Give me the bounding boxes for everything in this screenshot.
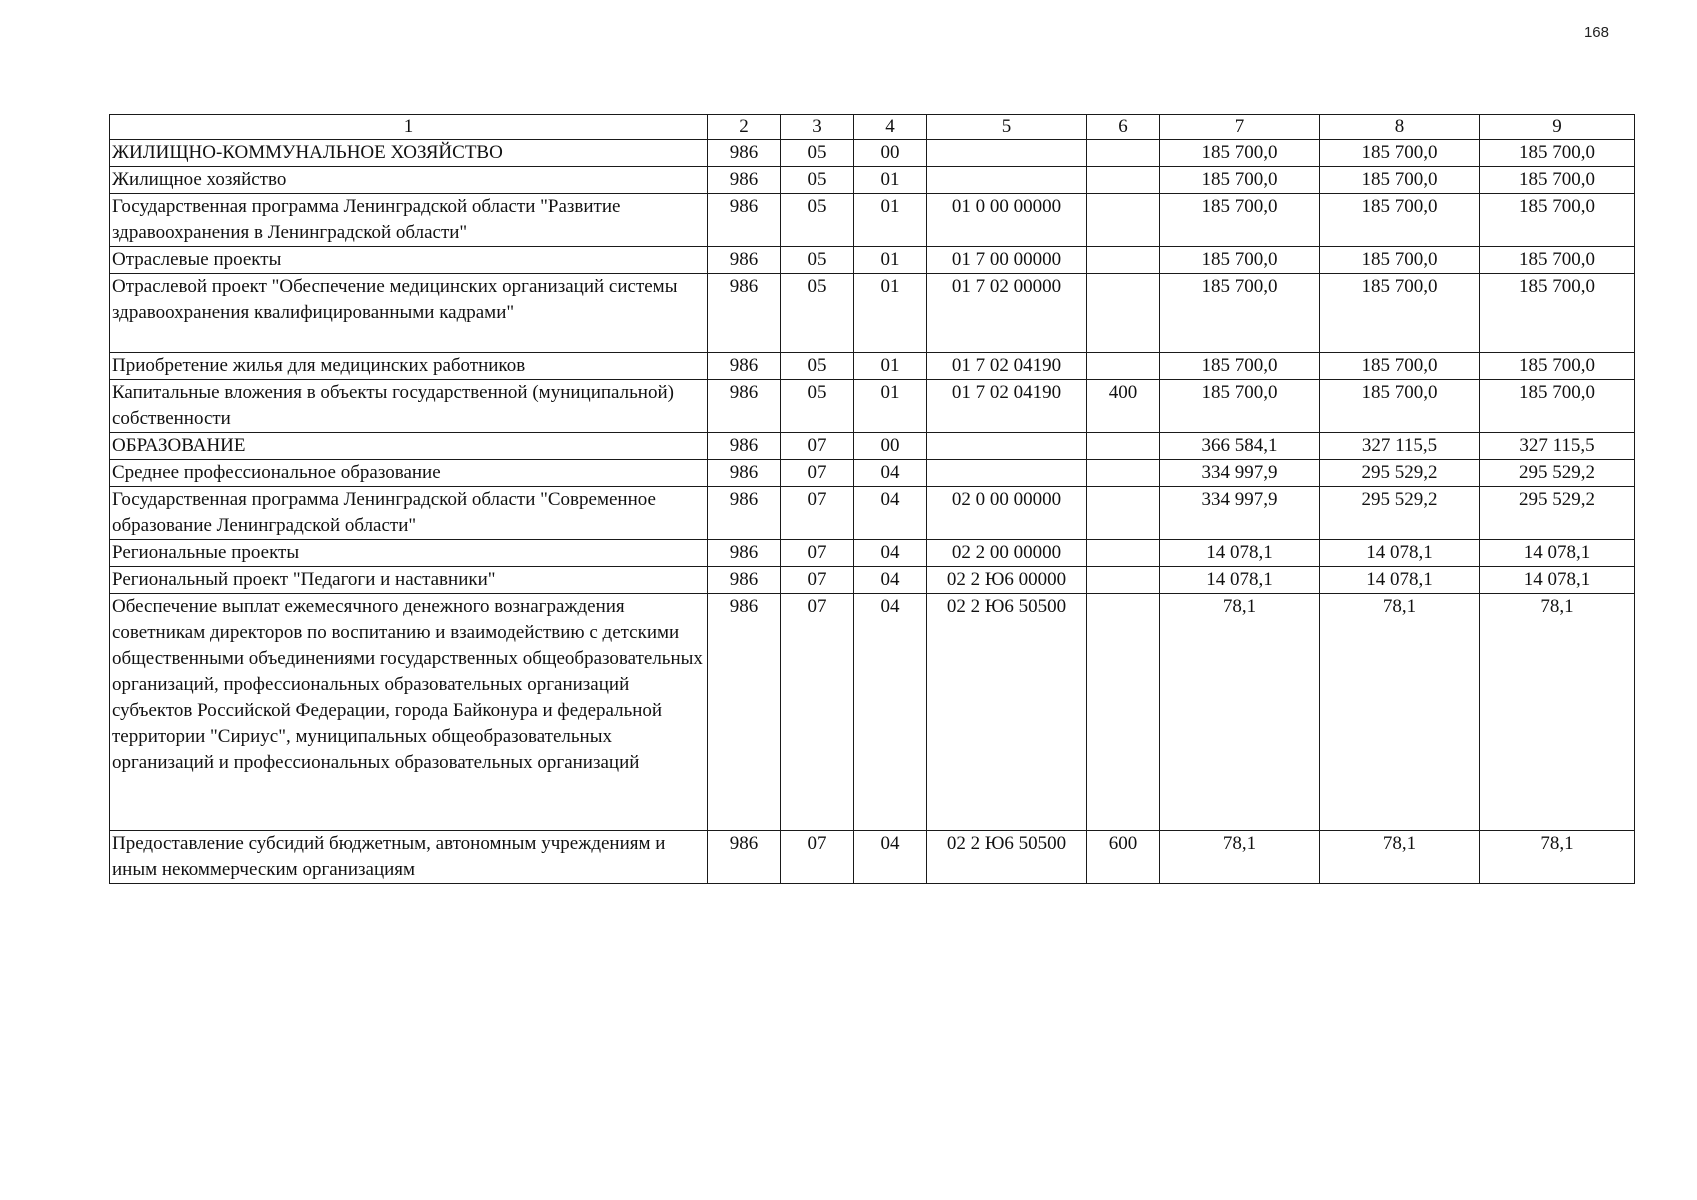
cell-amount-8: 185 700,0: [1320, 353, 1480, 380]
cell-subsection: 04: [854, 540, 927, 567]
cell-amount-7: 78,1: [1160, 594, 1320, 831]
cell-subsection: 00: [854, 140, 927, 167]
cell-amount-8: 185 700,0: [1320, 247, 1480, 274]
table-row: [110, 380, 1635, 433]
cell-ministry: 986: [708, 167, 781, 194]
table-row: [110, 831, 1635, 884]
cell-target: 01 0 00 00000: [927, 194, 1087, 247]
cell-amount-8: 185 700,0: [1320, 380, 1480, 433]
table-row: [110, 194, 1635, 247]
table-header-row: [110, 115, 1635, 140]
cell-amount-8: 185 700,0: [1320, 194, 1480, 247]
cell-ministry: 986: [708, 460, 781, 487]
cell-ministry: 986: [708, 247, 781, 274]
row-name: Региональный проект "Педагоги и наставники": [110, 567, 708, 594]
cell-amount-8: 327 115,5: [1320, 433, 1480, 460]
budget-table: [109, 114, 1635, 884]
header-cell: 1: [110, 115, 708, 140]
cell-amount-8: 295 529,2: [1320, 460, 1480, 487]
cell-amount-7: 78,1: [1160, 831, 1320, 884]
cell-section: 05: [781, 274, 854, 353]
cell-amount-8: 185 700,0: [1320, 167, 1480, 194]
cell-section: 07: [781, 540, 854, 567]
cell-subsection: 01: [854, 194, 927, 247]
cell-expense-type: [1087, 594, 1160, 831]
cell-expense-type: [1087, 433, 1160, 460]
table-row: [110, 540, 1635, 567]
table-row: [110, 433, 1635, 460]
cell-target: 02 0 00 00000: [927, 487, 1087, 540]
cell-section: 05: [781, 247, 854, 274]
cell-expense-type: [1087, 353, 1160, 380]
cell-ministry: 986: [708, 540, 781, 567]
cell-target: 01 7 02 00000: [927, 274, 1087, 353]
cell-subsection: 04: [854, 460, 927, 487]
cell-expense-type: [1087, 167, 1160, 194]
cell-amount-9: 185 700,0: [1480, 353, 1635, 380]
header-cell: 6: [1087, 115, 1160, 140]
header-cell: 4: [854, 115, 927, 140]
cell-amount-9: 185 700,0: [1480, 274, 1635, 353]
cell-section: 05: [781, 167, 854, 194]
cell-amount-9: 14 078,1: [1480, 540, 1635, 567]
cell-target: 01 7 02 04190: [927, 353, 1087, 380]
cell-expense-type: [1087, 487, 1160, 540]
cell-section: 05: [781, 353, 854, 380]
cell-ministry: 986: [708, 380, 781, 433]
table-row: [110, 594, 1635, 831]
cell-ministry: 986: [708, 831, 781, 884]
row-name: Отраслевой проект "Обеспечение медицинских организаций системы здравоохранения квалифицированными кадрами": [110, 274, 708, 353]
cell-section: 07: [781, 433, 854, 460]
cell-target: [927, 433, 1087, 460]
cell-target: [927, 140, 1087, 167]
cell-subsection: 04: [854, 831, 927, 884]
cell-amount-7: 14 078,1: [1160, 567, 1320, 594]
cell-amount-9: 185 700,0: [1480, 380, 1635, 433]
cell-subsection: 01: [854, 353, 927, 380]
cell-subsection: 01: [854, 274, 927, 353]
row-name: Обеспечение выплат ежемесячного денежного вознаграждения советникам директоров по воспитанию и взаимодействию с детскими общественными объединениями государственных общеобразовательных организаций, профессиональных образовательных организаций субъектов Российской Федерации, города Байконура и федеральной территории "Сириус", муниципальных общеобразовательных организаций и профессиональных образовательных организаций: [110, 594, 708, 831]
cell-expense-type: [1087, 567, 1160, 594]
cell-amount-7: 185 700,0: [1160, 140, 1320, 167]
cell-amount-7: 185 700,0: [1160, 274, 1320, 353]
cell-target: 02 2 Ю6 50500: [927, 594, 1087, 831]
cell-subsection: 01: [854, 167, 927, 194]
cell-section: 05: [781, 380, 854, 433]
cell-amount-9: 14 078,1: [1480, 567, 1635, 594]
cell-subsection: 01: [854, 247, 927, 274]
cell-amount-9: 185 700,0: [1480, 194, 1635, 247]
cell-subsection: 04: [854, 487, 927, 540]
cell-amount-7: 185 700,0: [1160, 380, 1320, 433]
row-name: Региональные проекты: [110, 540, 708, 567]
cell-ministry: 986: [708, 433, 781, 460]
table-row: [110, 567, 1635, 594]
row-name: Капитальные вложения в объекты государственной (муниципальной) собственности: [110, 380, 708, 433]
cell-target: 01 7 02 04190: [927, 380, 1087, 433]
cell-subsection: 04: [854, 594, 927, 831]
cell-amount-9: 327 115,5: [1480, 433, 1635, 460]
header-cell: 2: [708, 115, 781, 140]
cell-amount-7: 185 700,0: [1160, 194, 1320, 247]
cell-amount-7: 14 078,1: [1160, 540, 1320, 567]
cell-amount-7: 185 700,0: [1160, 247, 1320, 274]
header-cell: 5: [927, 115, 1087, 140]
cell-target: 02 2 00 00000: [927, 540, 1087, 567]
cell-ministry: 986: [708, 353, 781, 380]
cell-expense-type: [1087, 140, 1160, 167]
cell-target: 01 7 00 00000: [927, 247, 1087, 274]
cell-target: [927, 167, 1087, 194]
row-name: ОБРАЗОВАНИЕ: [110, 433, 708, 460]
cell-amount-7: 334 997,9: [1160, 487, 1320, 540]
cell-amount-8: 78,1: [1320, 831, 1480, 884]
cell-amount-9: 295 529,2: [1480, 487, 1635, 540]
cell-expense-type: 400: [1087, 380, 1160, 433]
table-row: [110, 460, 1635, 487]
cell-expense-type: [1087, 247, 1160, 274]
cell-amount-9: 185 700,0: [1480, 140, 1635, 167]
table-row: [110, 167, 1635, 194]
cell-amount-8: 185 700,0: [1320, 140, 1480, 167]
cell-amount-8: 185 700,0: [1320, 274, 1480, 353]
cell-ministry: 986: [708, 194, 781, 247]
cell-expense-type: [1087, 460, 1160, 487]
table-row: [110, 247, 1635, 274]
cell-section: 07: [781, 831, 854, 884]
cell-amount-7: 185 700,0: [1160, 167, 1320, 194]
cell-section: 07: [781, 460, 854, 487]
header-cell: 3: [781, 115, 854, 140]
cell-target: 02 2 Ю6 50500: [927, 831, 1087, 884]
header-cell: 8: [1320, 115, 1480, 140]
row-name: ЖИЛИЩНО-КОММУНАЛЬНОЕ ХОЗЯЙСТВО: [110, 140, 708, 167]
cell-amount-8: 295 529,2: [1320, 487, 1480, 540]
cell-expense-type: 600: [1087, 831, 1160, 884]
page-number: 168: [1583, 24, 1609, 41]
cell-target: [927, 460, 1087, 487]
table-row: [110, 487, 1635, 540]
row-name: Жилищное хозяйство: [110, 167, 708, 194]
header-cell: 9: [1480, 115, 1635, 140]
cell-amount-8: 14 078,1: [1320, 540, 1480, 567]
cell-ministry: 986: [708, 594, 781, 831]
cell-section: 05: [781, 140, 854, 167]
cell-amount-7: 185 700,0: [1160, 353, 1320, 380]
table-row: [110, 140, 1635, 167]
cell-amount-9: 185 700,0: [1480, 167, 1635, 194]
cell-expense-type: [1087, 540, 1160, 567]
cell-amount-7: 334 997,9: [1160, 460, 1320, 487]
cell-section: 07: [781, 487, 854, 540]
table-row: [110, 274, 1635, 353]
cell-section: 05: [781, 194, 854, 247]
cell-amount-8: 14 078,1: [1320, 567, 1480, 594]
cell-amount-9: 78,1: [1480, 594, 1635, 831]
row-name: Среднее профессиональное образование: [110, 460, 708, 487]
cell-amount-9: 295 529,2: [1480, 460, 1635, 487]
cell-section: 07: [781, 594, 854, 831]
cell-ministry: 986: [708, 274, 781, 353]
cell-amount-7: 366 584,1: [1160, 433, 1320, 460]
cell-amount-9: 185 700,0: [1480, 247, 1635, 274]
cell-target: 02 2 Ю6 00000: [927, 567, 1087, 594]
cell-expense-type: [1087, 274, 1160, 353]
cell-ministry: 986: [708, 487, 781, 540]
cell-amount-8: 78,1: [1320, 594, 1480, 831]
header-cell: 7: [1160, 115, 1320, 140]
cell-subsection: 04: [854, 567, 927, 594]
cell-ministry: 986: [708, 567, 781, 594]
cell-subsection: 00: [854, 433, 927, 460]
row-name: Приобретение жилья для медицинских работников: [110, 353, 708, 380]
cell-subsection: 01: [854, 380, 927, 433]
cell-amount-9: 78,1: [1480, 831, 1635, 884]
row-name: Отраслевые проекты: [110, 247, 708, 274]
cell-expense-type: [1087, 194, 1160, 247]
row-name: Предоставление субсидий бюджетным, автономным учреждениям и иным некоммерческим организациям: [110, 831, 708, 884]
table-row: [110, 353, 1635, 380]
cell-ministry: 986: [708, 140, 781, 167]
row-name: Государственная программа Ленинградской области "Современное образование Ленинградской области": [110, 487, 708, 540]
row-name: Государственная программа Ленинградской области "Развитие здравоохранения в Ленинградской области": [110, 194, 708, 247]
cell-section: 07: [781, 567, 854, 594]
